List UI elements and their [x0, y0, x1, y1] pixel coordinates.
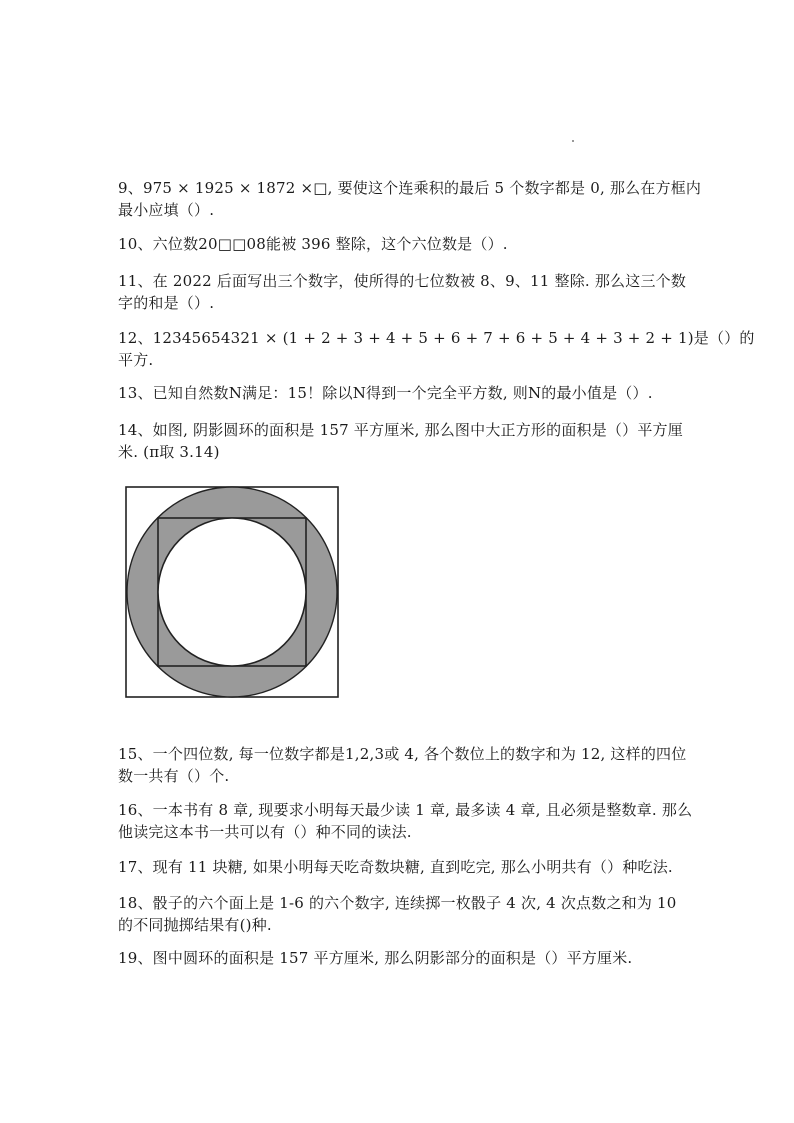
square-ring-figure	[125, 486, 339, 698]
question-19	[118, 947, 693, 969]
question-10	[118, 233, 693, 255]
question-18-line-2: 的不同抛掷结果有()种.	[118, 916, 272, 934]
question-18	[118, 892, 693, 936]
question-16-line-2: 他读完这本书一共可以有（）种不同的读法.	[118, 823, 412, 841]
question-13-line-1: 13、已知自然数N满足：15！除以N得到一个完全平方数, 则N的最小值是（）.	[118, 384, 653, 402]
question-11-line-1: 11、在 2022 后面写出三个数字，使所得的七位数被 8、9、11 整除. 那么这三个数	[118, 272, 687, 290]
question-14-line-1: 14、如图, 阴影圆环的面积是 157 平方厘米, 那么图中大正方形的面积是（）平方厘	[118, 421, 683, 439]
question-9-line-1: 9、975 × 1925 × 1872 ×□, 要使这个连乘积的最后 5 个数字都是 0, 那么在方框内	[118, 179, 702, 197]
question-12	[118, 327, 755, 371]
question-15-line-2: 数一共有（）个.	[118, 767, 230, 785]
question-17-line-1: 17、现有 11 块糖, 如果小明每天吃奇数块糖, 直到吃完, 那么小明共有（）种吃法.	[118, 858, 673, 876]
question-16	[118, 799, 693, 843]
question-12-line-2: 平方.	[118, 351, 154, 369]
question-15	[118, 743, 693, 787]
question-14-line-2: 米. (π取 3.14)	[118, 443, 220, 461]
question-16-line-1: 16、一本书有 8 章, 现要求小明每天最少读 1 章, 最多读 4 章, 且必须是整数章. 那么	[118, 801, 693, 819]
stray-dot	[572, 140, 574, 142]
question-12-line-1: 12、12345654321 × (1 + 2 + 3 + 4 + 5 + 6 + 7 + 6 + 5 + 4 + 3 + 2 + 1)是（）的	[118, 329, 755, 347]
question-14	[118, 419, 693, 463]
question-19-line-1: 19、图中圆环的面积是 157 平方厘米, 那么阴影部分的面积是（）平方厘米.	[118, 949, 633, 967]
question-11	[118, 270, 693, 314]
question-13	[118, 382, 693, 404]
question-10-line-1: 10、六位数20□□08能被 396 整除，这个六位数是（）.	[118, 235, 508, 253]
inner-circle	[158, 518, 306, 666]
question-9-line-2: 最小应填（）.	[118, 201, 215, 219]
question-17	[118, 856, 693, 878]
question-18-line-1: 18、骰子的六个面上是 1-6 的六个数字, 连续掷一枚骰子 4 次, 4 次点数之和为 10	[118, 894, 677, 912]
question-15-line-1: 15、一个四位数, 每一位数字都是1,2,3或 4, 各个数位上的数字和为 12, 这样的四位	[118, 745, 687, 763]
question-9	[118, 177, 702, 221]
question-11-line-2: 字的和是（）.	[118, 294, 215, 312]
